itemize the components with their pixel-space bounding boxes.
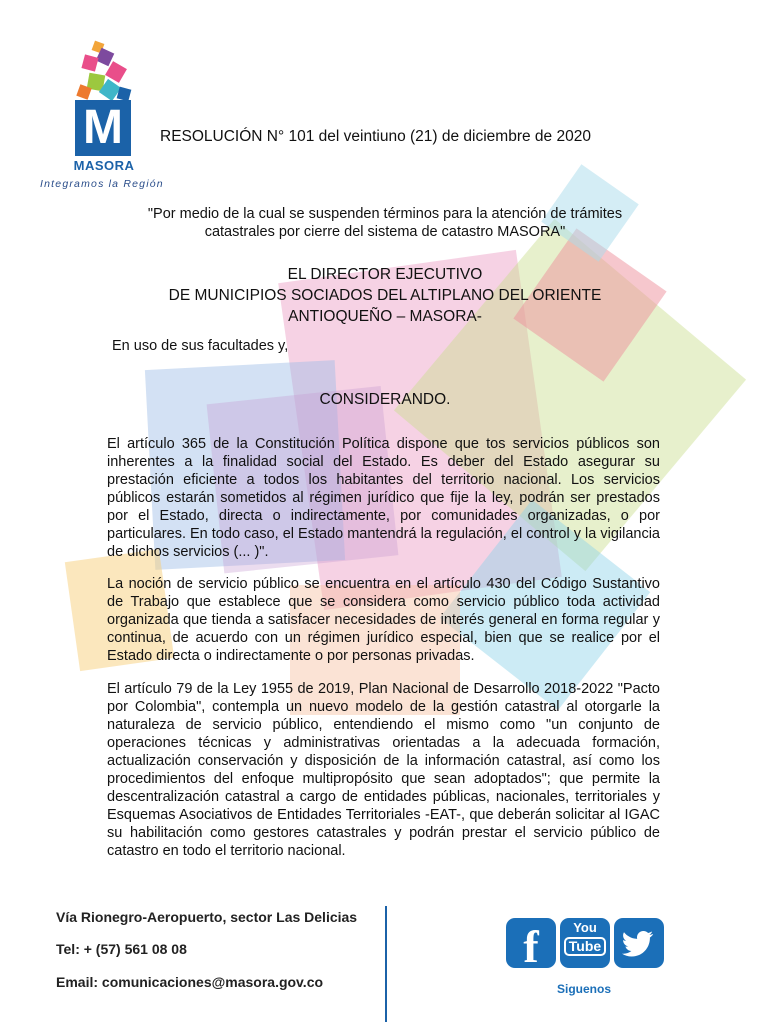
footer-divider [385, 906, 387, 1022]
youtube-icon[interactable] [560, 918, 610, 968]
logo-mosaic-icon [38, 36, 170, 106]
paragraph-1: El artículo 365 de la Constitución Política dispone que tos servicios públicos son inherentes a la finalidad social del Estado. Es deber del Estado asegurar su prestación eficiente a todos los habitantes del territorio nacional. Los servicios públicos estarán sometidos al régimen jurídico que fije la ley, podrán ser prestados por el Estado, directa o indirectamente, por comunidades organizadas, o por particulares. En todo caso, el Estado mantendrá la regulación, el control y la vigilancia de dichos servicios (... )". [107, 436, 660, 560]
director-line-2: DE MUNICIPIOS SOCIADOS DEL ALTIPLANO DEL ORIENTE [168, 287, 602, 304]
footer-email[interactable]: Email: comunicaciones@masora.gov.co [56, 974, 324, 990]
director-line-1: EL DIRECTOR EJECUTIVO [287, 266, 483, 283]
preamble: "Por medio de la cual se suspenden términos para la atención de trámites catastrales por cierre del sistema de catastro MASORA" [147, 206, 623, 240]
usage-clause: En uso de sus facultades y, [112, 338, 289, 354]
twitter-bird-icon [614, 918, 664, 968]
footer-phone: Tel: + (57) 561 08 08 [56, 941, 187, 957]
masora-logo [38, 36, 170, 196]
twitter-icon[interactable] [614, 918, 664, 968]
resolution-title: RESOLUCIÓN N° 101 del veintiuno (21) de diciembre de 2020 [160, 128, 591, 145]
director-line-3: ANTIOQUEÑO – MASORA- [288, 308, 482, 325]
footer-address: Vía Rionegro-Aeropuerto, sector Las Delicias [56, 909, 358, 925]
logo-name: MASORA [73, 158, 135, 173]
youtube-bottom-label: Tube [564, 937, 606, 956]
logo-tagline: Integramos la Región [40, 178, 164, 190]
facebook-letter: f [523, 921, 539, 972]
facebook-icon[interactable] [506, 918, 556, 972]
youtube-top-label: You [573, 920, 597, 935]
logo-letter: M [75, 100, 131, 156]
paragraph-3: El artículo 79 de la Ley 1955 de 2019, Plan Nacional de Desarrollo 2018-2022 "Pacto por Colombia", contempla un nuevo modelo de la gestión catastral al otorgarle la naturaleza de servicio público, entendiendo el mismo como "un conjunto de operaciones técnicas y administrativas orientadas a la adecuada formación, actualización conservación y disposición de la información catastral, así como los procedimientos del enfoque multipropósito que sean adoptados"; que permite la descentralización catastral a cargo de entidades públicas, nacionales, territoriales y Esquemas Asociativos de Entidades Territoriales -EAT-, que deberán solicitar al IGAC su habilitación como gestores catastrales y podrán prestar el servicio público de catastro en todo el territorio nacional. [107, 681, 660, 859]
considerando-heading: CONSIDERANDO. [319, 391, 451, 408]
paragraph-2: La noción de servicio público se encuentra en el artículo 430 del Código Sustantivo de Trabajo que establece que se considera como servicio público toda actividad organizada que tienda a satisfacer necesidades de interés general en forma regular y continua, de acuerdo con un régimen jurídico especial, bien que se realice por el Estado directa o indirectamente o por personas privadas. [107, 576, 660, 664]
follow-label: Siguenos [556, 982, 611, 996]
director-heading [120, 264, 650, 327]
